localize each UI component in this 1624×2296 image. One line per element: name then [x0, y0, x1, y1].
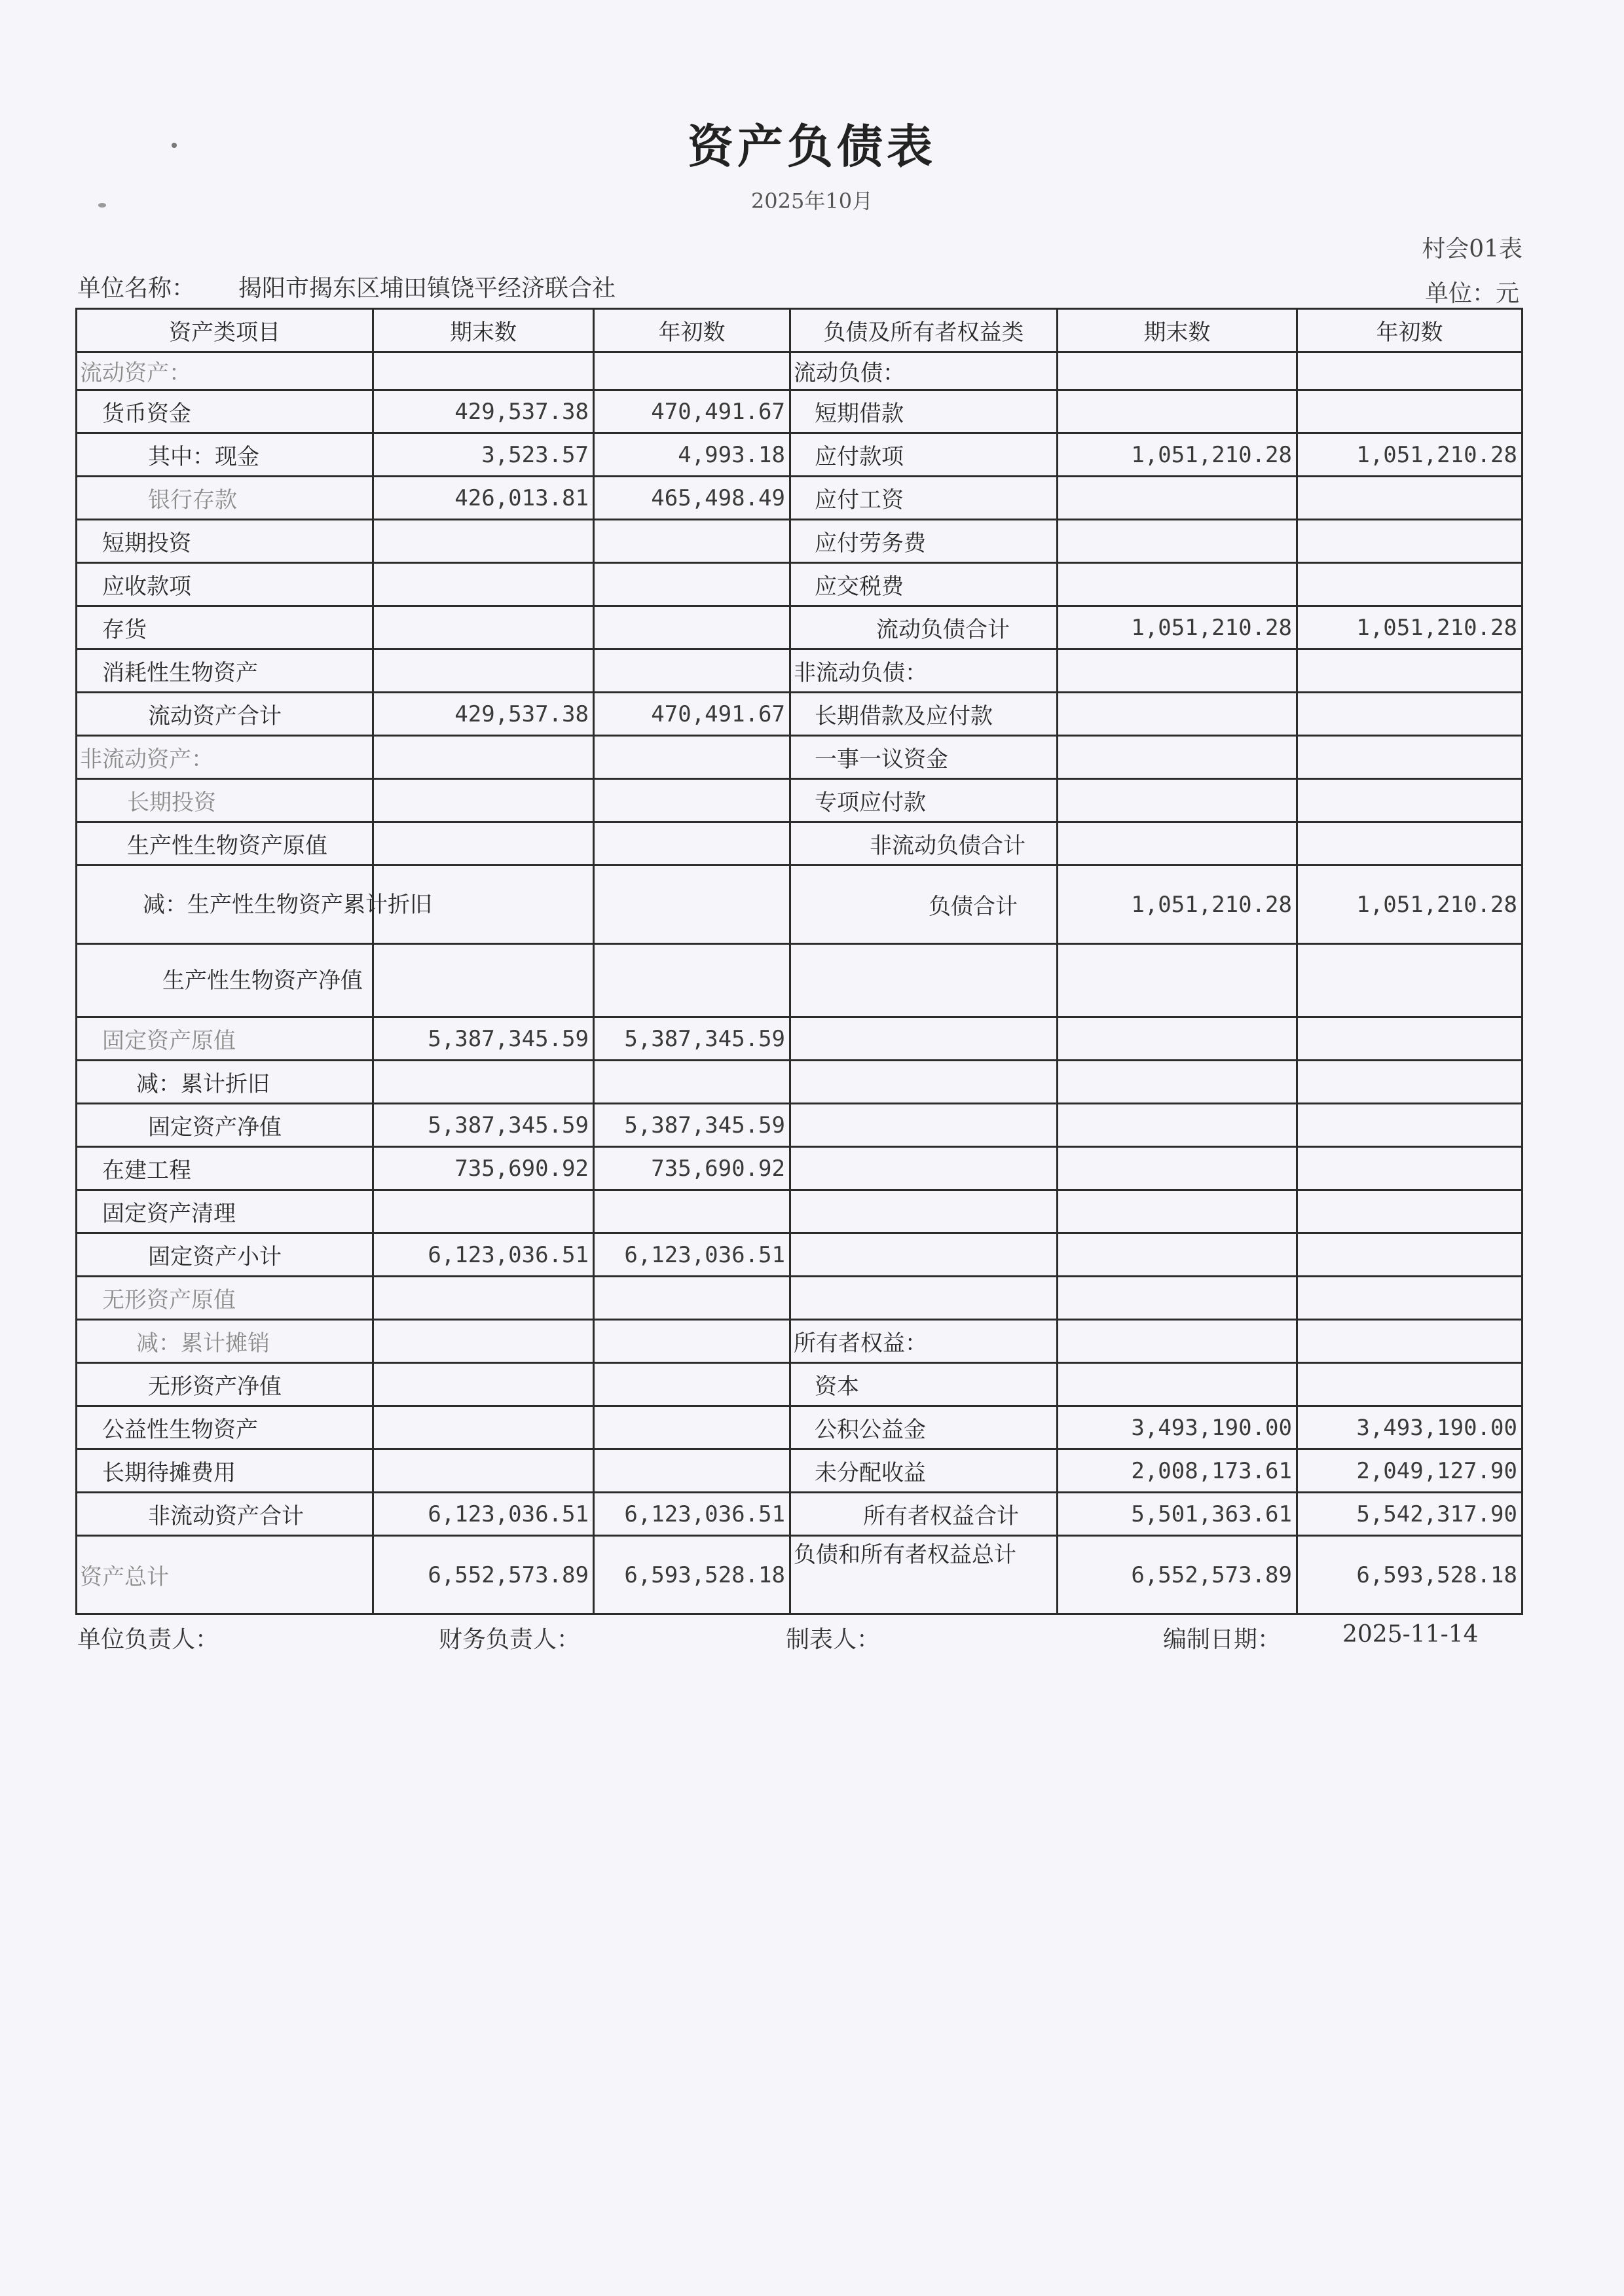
amount-cell — [1058, 822, 1297, 866]
asset-item-label: 非流动资产： — [77, 736, 373, 779]
amount-cell — [1297, 693, 1522, 736]
amount-cell — [594, 736, 790, 779]
table-row — [77, 433, 1522, 477]
amount-cell — [1058, 1104, 1297, 1147]
table-row — [77, 563, 1522, 606]
amount-cell — [1058, 649, 1297, 693]
amount-cell: 5,387,345.59 — [594, 1017, 790, 1061]
amount-cell — [594, 779, 790, 822]
amount-cell — [373, 1061, 594, 1104]
amount-cell — [1297, 1147, 1522, 1190]
amount-cell — [594, 352, 790, 390]
asset-item-label: 减：生产性生物资产累计折旧 — [77, 866, 373, 944]
amount-cell: 1,051,210.28 — [1058, 606, 1297, 649]
liability-item-label: 应交税费 — [790, 563, 1058, 606]
table-row — [77, 693, 1522, 736]
amount-cell — [594, 866, 790, 944]
amount-cell — [1058, 352, 1297, 390]
asset-item-label: 流动资产： — [77, 352, 373, 390]
amount-cell: 2,049,127.90 — [1297, 1449, 1522, 1493]
unit-head-label: 单位负责人： — [77, 1626, 219, 1653]
liability-item-label: 负债合计 — [790, 866, 1058, 944]
date-value: 2025-11-14 — [1342, 1621, 1479, 1648]
amount-cell — [1297, 944, 1522, 1017]
amount-cell: 5,387,345.59 — [373, 1104, 594, 1147]
amount-cell — [1058, 390, 1297, 433]
unit-name-value: 揭阳市揭东区埔田镇饶平经济联合社 — [238, 275, 616, 302]
table-row — [77, 1147, 1522, 1190]
amount-cell — [594, 520, 790, 563]
amount-cell — [1297, 779, 1522, 822]
liability-item-label: 专项应付款 — [790, 779, 1058, 822]
table-row — [77, 1061, 1522, 1104]
amount-cell — [373, 822, 594, 866]
amount-cell — [1297, 1104, 1522, 1147]
liability-item-label — [790, 944, 1058, 1017]
amount-cell — [373, 1277, 594, 1320]
asset-item-label: 货币资金 — [77, 390, 373, 433]
asset-item-label: 资产总计 — [77, 1536, 373, 1614]
amount-cell — [1058, 1233, 1297, 1277]
table-row — [77, 1363, 1522, 1406]
amount-cell: 3,493,190.00 — [1058, 1406, 1297, 1449]
asset-item-label: 短期投资 — [77, 520, 373, 563]
amount-cell — [1058, 520, 1297, 563]
amount-cell — [1297, 352, 1522, 390]
column-header: 期末数 — [373, 309, 594, 352]
amount-cell: 5,501,363.61 — [1058, 1493, 1297, 1536]
amount-cell: 6,123,036.51 — [373, 1493, 594, 1536]
asset-item-label: 银行存款 — [77, 477, 373, 520]
amount-cell — [373, 944, 594, 1017]
amount-cell: 470,491.67 — [594, 693, 790, 736]
report-period: 2025年10月 — [750, 189, 874, 213]
asset-item-label: 存货 — [77, 606, 373, 649]
amount-cell — [1297, 1017, 1522, 1061]
liability-item-label — [790, 1061, 1058, 1104]
table-row — [77, 1536, 1522, 1614]
liability-item-label — [790, 1233, 1058, 1277]
amount-cell — [594, 822, 790, 866]
liability-item-label: 负债和所有者权益总计 — [790, 1536, 1058, 1614]
amount-cell — [373, 1363, 594, 1406]
amount-cell — [1058, 693, 1297, 736]
amount-cell — [594, 1320, 790, 1363]
table-row — [77, 1493, 1522, 1536]
amount-cell: 1,051,210.28 — [1058, 866, 1297, 944]
asset-item-label: 应收款项 — [77, 563, 373, 606]
liability-item-label: 所有者权益合计 — [790, 1493, 1058, 1536]
table-row — [77, 477, 1522, 520]
amount-cell: 1,051,210.28 — [1297, 433, 1522, 477]
amount-cell — [1058, 1190, 1297, 1233]
table-row — [77, 520, 1522, 563]
asset-item-label: 其中：现金 — [77, 433, 373, 477]
table-row — [77, 1017, 1522, 1061]
column-header: 负债及所有者权益类 — [790, 309, 1058, 352]
amount-cell — [1297, 477, 1522, 520]
column-header: 年初数 — [1297, 309, 1522, 352]
table-row — [77, 1233, 1522, 1277]
amount-cell: 2,008,173.61 — [1058, 1449, 1297, 1493]
liability-item-label: 公积公益金 — [790, 1406, 1058, 1449]
table-row — [77, 944, 1522, 1017]
asset-item-label: 减：累计折旧 — [77, 1061, 373, 1104]
amount-cell — [373, 606, 594, 649]
amount-cell: 5,387,345.59 — [594, 1104, 790, 1147]
asset-item-label: 长期待摊费用 — [77, 1449, 373, 1493]
column-header: 期末数 — [1058, 309, 1297, 352]
table-row — [77, 1320, 1522, 1363]
table-row — [77, 1104, 1522, 1147]
amount-cell — [594, 1190, 790, 1233]
amount-cell — [1297, 1233, 1522, 1277]
amount-cell: 1,051,210.28 — [1297, 606, 1522, 649]
amount-cell — [373, 649, 594, 693]
amount-cell — [373, 352, 594, 390]
amount-cell: 6,123,036.51 — [373, 1233, 594, 1277]
asset-item-label: 无形资产原值 — [77, 1277, 373, 1320]
asset-item-label: 固定资产原值 — [77, 1017, 373, 1061]
form-code: 村会01表 — [1422, 236, 1522, 263]
amount-cell — [1297, 563, 1522, 606]
amount-cell — [373, 1449, 594, 1493]
currency-unit: 单位：元 — [1424, 280, 1519, 307]
amount-cell — [1297, 1277, 1522, 1320]
amount-cell: 6,552,573.89 — [373, 1536, 594, 1614]
amount-cell — [594, 1061, 790, 1104]
liability-item-label: 资本 — [790, 1363, 1058, 1406]
page-title: 资产负债表 — [688, 119, 936, 173]
asset-item-label: 减：累计摊销 — [77, 1320, 373, 1363]
asset-item-label: 非流动资产合计 — [77, 1493, 373, 1536]
amount-cell: 3,523.57 — [373, 433, 594, 477]
date-label: 编制日期： — [1163, 1626, 1282, 1653]
amount-cell: 426,013.81 — [373, 477, 594, 520]
asset-item-label: 无形资产净值 — [77, 1363, 373, 1406]
amount-cell — [594, 944, 790, 1017]
preparer-label: 制表人： — [786, 1626, 881, 1653]
liability-item-label: 一事一议资金 — [790, 736, 1058, 779]
table-header-row — [77, 309, 1522, 352]
amount-cell — [1058, 563, 1297, 606]
asset-item-label: 长期投资 — [77, 779, 373, 822]
table-row — [77, 352, 1522, 390]
amount-cell — [1058, 1277, 1297, 1320]
amount-cell: 470,491.67 — [594, 390, 790, 433]
table-row — [77, 649, 1522, 693]
table-row — [77, 736, 1522, 779]
scan-speck — [172, 143, 177, 148]
amount-cell — [594, 1363, 790, 1406]
liability-item-label: 短期借款 — [790, 390, 1058, 433]
amount-cell: 429,537.38 — [373, 693, 594, 736]
amount-cell — [1297, 1320, 1522, 1363]
table-row — [77, 390, 1522, 433]
table-row — [77, 1449, 1522, 1493]
amount-cell: 465,498.49 — [594, 477, 790, 520]
asset-item-label: 生产性生物资产净值 — [77, 944, 373, 1017]
table-row — [77, 1190, 1522, 1233]
amount-cell: 4,993.18 — [594, 433, 790, 477]
liability-item-label: 流动负债： — [790, 352, 1058, 390]
liability-item-label — [790, 1147, 1058, 1190]
asset-item-label: 消耗性生物资产 — [77, 649, 373, 693]
amount-cell — [373, 1406, 594, 1449]
amount-cell — [1058, 736, 1297, 779]
asset-item-label: 固定资产清理 — [77, 1190, 373, 1233]
liability-item-label — [790, 1104, 1058, 1147]
unit-name-label: 单位名称： — [77, 275, 196, 302]
asset-item-label: 生产性生物资产原值 — [77, 822, 373, 866]
amount-cell: 735,690.92 — [594, 1147, 790, 1190]
asset-item-label: 固定资产小计 — [77, 1233, 373, 1277]
amount-cell: 6,123,036.51 — [594, 1233, 790, 1277]
amount-cell — [373, 1320, 594, 1363]
table-row — [77, 779, 1522, 822]
liability-item-label: 非流动负债合计 — [790, 822, 1058, 866]
liability-item-label: 非流动负债： — [790, 649, 1058, 693]
liability-item-label: 流动负债合计 — [790, 606, 1058, 649]
amount-cell — [1297, 822, 1522, 866]
amount-cell — [594, 1449, 790, 1493]
amount-cell — [1297, 1061, 1522, 1104]
table-row — [77, 1406, 1522, 1449]
amount-cell — [1297, 520, 1522, 563]
amount-cell: 3,493,190.00 — [1297, 1406, 1522, 1449]
amount-cell — [1058, 1363, 1297, 1406]
amount-cell: 5,387,345.59 — [373, 1017, 594, 1061]
amount-cell — [1297, 736, 1522, 779]
amount-cell — [1058, 1147, 1297, 1190]
amount-cell — [1297, 649, 1522, 693]
liability-item-label: 未分配收益 — [790, 1449, 1058, 1493]
liability-item-label: 应付工资 — [790, 477, 1058, 520]
amount-cell — [1058, 1320, 1297, 1363]
amount-cell — [1297, 1363, 1522, 1406]
column-header: 年初数 — [594, 309, 790, 352]
amount-cell: 1,051,210.28 — [1297, 866, 1522, 944]
amount-cell: 429,537.38 — [373, 390, 594, 433]
amount-cell: 5,542,317.90 — [1297, 1493, 1522, 1536]
amount-cell — [594, 563, 790, 606]
liability-item-label: 应付款项 — [790, 433, 1058, 477]
column-header: 资产类项目 — [77, 309, 373, 352]
table-row — [77, 606, 1522, 649]
amount-cell: 735,690.92 — [373, 1147, 594, 1190]
amount-cell: 6,123,036.51 — [594, 1493, 790, 1536]
liability-item-label — [790, 1277, 1058, 1320]
unit-name-row — [77, 270, 616, 303]
amount-cell — [1058, 944, 1297, 1017]
liability-item-label — [790, 1190, 1058, 1233]
amount-cell — [1058, 1017, 1297, 1061]
amount-cell: 6,552,573.89 — [1058, 1536, 1297, 1614]
liability-item-label — [790, 1017, 1058, 1061]
amount-cell: 1,051,210.28 — [1058, 433, 1297, 477]
liability-item-label: 长期借款及应付款 — [790, 693, 1058, 736]
amount-cell — [1058, 779, 1297, 822]
finance-head-label: 财务负责人： — [439, 1626, 581, 1653]
amount-cell — [373, 779, 594, 822]
liability-item-label: 应付劳务费 — [790, 520, 1058, 563]
amount-cell: 6,593,528.18 — [1297, 1536, 1522, 1614]
asset-item-label: 流动资产合计 — [77, 693, 373, 736]
amount-cell — [373, 1190, 594, 1233]
asset-item-label: 公益性生物资产 — [77, 1406, 373, 1449]
amount-cell — [373, 563, 594, 606]
amount-cell — [1058, 1061, 1297, 1104]
scan-speck — [98, 203, 106, 208]
amount-cell — [1058, 477, 1297, 520]
amount-cell — [373, 736, 594, 779]
asset-item-label: 在建工程 — [77, 1147, 373, 1190]
amount-cell: 6,593,528.18 — [594, 1536, 790, 1614]
amount-cell — [1297, 390, 1522, 433]
amount-cell — [373, 520, 594, 563]
amount-cell — [594, 649, 790, 693]
balance-sheet-table — [75, 308, 1523, 1615]
amount-cell — [594, 1406, 790, 1449]
table-row — [77, 866, 1522, 944]
asset-item-label: 固定资产净值 — [77, 1104, 373, 1147]
amount-cell — [594, 1277, 790, 1320]
table-row — [77, 1277, 1522, 1320]
amount-cell — [594, 606, 790, 649]
amount-cell — [1297, 1190, 1522, 1233]
table-row — [77, 822, 1522, 866]
liability-item-label: 所有者权益： — [790, 1320, 1058, 1363]
